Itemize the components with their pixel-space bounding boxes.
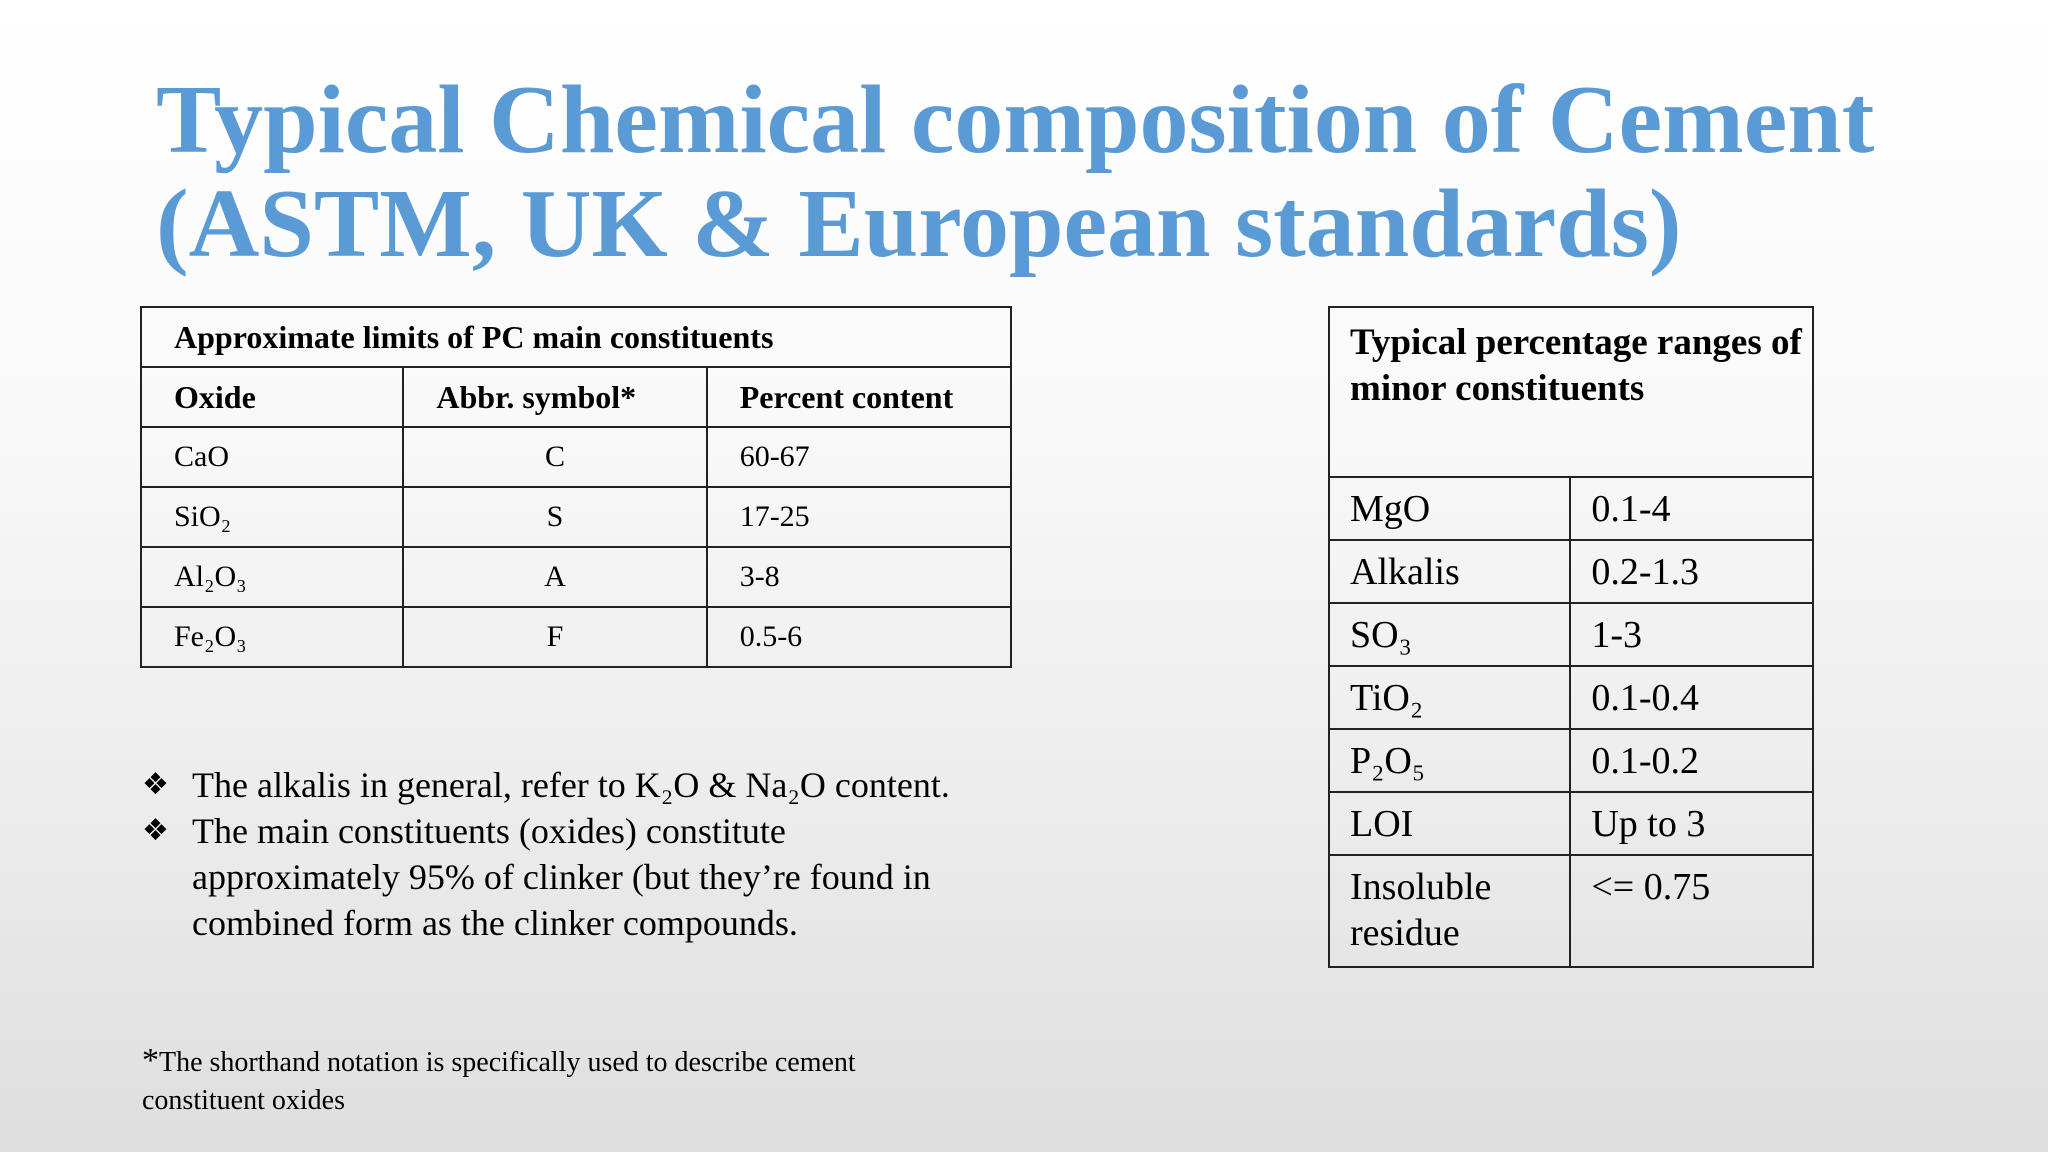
range-cell: 0.1-0.2	[1570, 729, 1813, 792]
table-row	[141, 607, 1011, 667]
main-table-caption: Approximate limits of PC main constituents	[141, 307, 1011, 367]
constituent-cell: Insoluble residue	[1329, 855, 1570, 967]
main-table-header-row	[141, 367, 1011, 427]
footnote	[142, 1042, 962, 1120]
range-cell: Up to 3	[1570, 792, 1813, 855]
table-row	[141, 427, 1011, 487]
constituent-cell: P₂O₅	[1329, 729, 1570, 792]
range-cell: 0.2-1.3	[1570, 540, 1813, 603]
table-row	[1329, 855, 1813, 967]
constituent-cell: LOI	[1329, 792, 1570, 855]
slide-title-line-1: Typical Chemical composition of Cement	[156, 66, 1875, 174]
header-oxide: Oxide	[141, 367, 403, 427]
constituent-cell: TiO₂	[1329, 666, 1570, 729]
minor-table-caption-row	[1329, 307, 1813, 477]
symbol-cell: A	[403, 547, 706, 607]
percent-cell: 3-8	[707, 547, 1011, 607]
note-text: The main constituents (oxides) constitute approximately 95% of clinker (but they’re found in combined form as the clinker compounds.	[192, 811, 931, 943]
list-item	[142, 762, 982, 808]
oxide-cell: SiO₂	[141, 487, 403, 547]
oxide-cell: Fe₂O₃	[141, 607, 403, 667]
constituent-cell: MgO	[1329, 477, 1570, 540]
table-row	[1329, 729, 1813, 792]
symbol-cell: C	[403, 427, 706, 487]
minor-constituents-table	[1328, 306, 1814, 968]
diamond-bullet-icon: ❖	[142, 813, 169, 848]
percent-cell: 60-67	[707, 427, 1011, 487]
main-constituents-table	[140, 306, 1012, 668]
slide-title-line-2: (ASTM, UK & European standards)	[156, 170, 1682, 278]
slide-title	[156, 68, 1874, 276]
symbol-cell: S	[403, 487, 706, 547]
main-table-caption-row	[141, 307, 1011, 367]
constituent-cell: SO₃	[1329, 603, 1570, 666]
note-text: The alkalis in general, refer to K₂O & Na₂O content.	[192, 765, 950, 805]
table-row	[141, 487, 1011, 547]
table-row	[1329, 666, 1813, 729]
table-row	[141, 547, 1011, 607]
diamond-bullet-icon: ❖	[142, 767, 169, 802]
percent-cell: 0.5-6	[707, 607, 1011, 667]
percent-cell: 17-25	[707, 487, 1011, 547]
header-percent-content: Percent content	[707, 367, 1011, 427]
range-cell: 0.1-0.4	[1570, 666, 1813, 729]
table-row	[1329, 603, 1813, 666]
table-row	[1329, 477, 1813, 540]
header-abbr-symbol: Abbr. symbol*	[403, 367, 706, 427]
table-row	[1329, 540, 1813, 603]
range-cell: 1-3	[1570, 603, 1813, 666]
range-cell: <= 0.75	[1570, 855, 1813, 967]
notes-list	[142, 762, 982, 946]
table-row	[1329, 792, 1813, 855]
footnote-star: *	[142, 1042, 159, 1079]
symbol-cell: F	[403, 607, 706, 667]
range-cell: 0.1-4	[1570, 477, 1813, 540]
footnote-text: The shorthand notation is specifically used to describe cement constituent oxides	[142, 1047, 856, 1116]
oxide-cell: Al₂O₃	[141, 547, 403, 607]
list-item	[142, 808, 982, 946]
minor-table-caption: Typical percentage ranges of minor constituents	[1329, 307, 1813, 477]
oxide-cell: CaO	[141, 427, 403, 487]
constituent-cell: Alkalis	[1329, 540, 1570, 603]
